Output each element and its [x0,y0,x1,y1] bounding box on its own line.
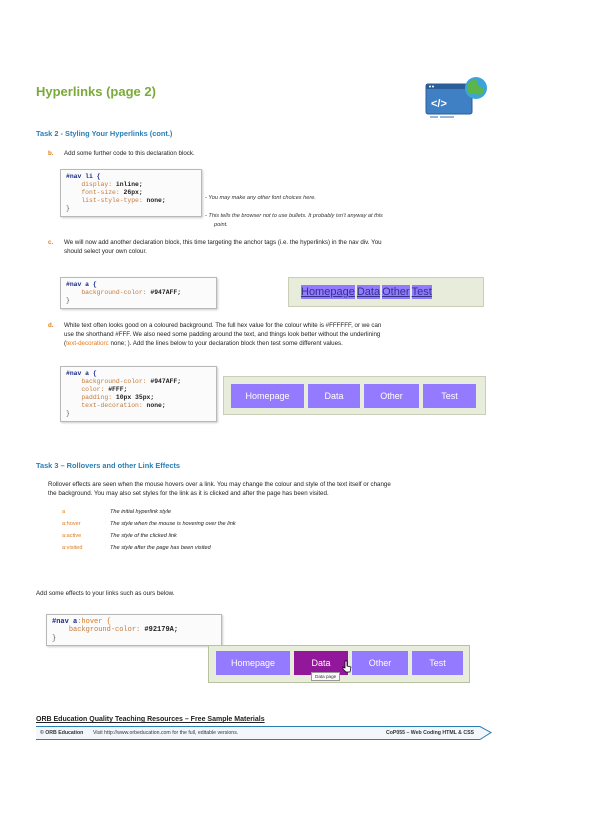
nav-button-data[interactable]: Data [308,384,360,408]
code-brace: { [102,618,111,626]
code-close: } [66,410,70,417]
code-icon [424,74,488,122]
code-val: none; [142,197,166,204]
nav-button-other[interactable]: Other [352,651,408,675]
code-prop: background-color: [68,626,141,635]
table-key: a:hover [62,521,81,527]
code-val: #947AFF; [146,289,182,296]
task3-para3: Add some effects to your links such as ours below. [36,590,175,597]
code-pseudo: :hover [77,618,103,626]
code-block-nav-a [60,277,217,309]
code-glyph: </> [431,98,447,110]
step-c-line2: should select your own colour. [64,248,147,255]
step-c-letter: c. [48,239,54,246]
task3-heading: Task 3 – Rollovers and other Link Effects [36,461,181,470]
code-block-nav-a-styled [60,366,217,422]
step-d-line2: use the shorthand #FFF. We also need some padding around the text, and things look better without the underlining [64,331,381,338]
nav-button-test[interactable]: Test [412,651,463,675]
code-close: } [66,205,70,212]
code-val: #92179A; [140,626,179,635]
code-prop: background-color: [81,378,147,385]
table-value: The style when the mouse is hovering over the link [110,521,236,527]
nav-button-homepage[interactable]: Homepage [231,384,304,408]
cursor-icon [342,660,352,678]
step-d-line1: White text often looks good on a coloured background. The full hex value for the colour white is #FFFFFF, or we can [64,322,382,329]
code-prop: background-color: [81,289,147,296]
task2-heading: Task 2 - Styling Your Hyperlinks (cont.) [36,129,173,138]
footer-copyright: © ORB Education [40,730,84,736]
note-font: - You may make any other font choices here. [205,195,316,201]
note-bullets: - This tells the browser not to use bullets. It probably isn’t anyway at this [205,213,383,219]
note-point: point. [214,222,228,228]
code-val: none; [142,402,166,409]
task3-para1: Rollover effects are seen when the mouse hovers over a link. You may change the colour and style of the text itself or change [48,481,391,488]
nav-links [289,278,483,306]
code-selector: #nav a { [66,281,97,288]
step-d-letter: d. [48,322,54,329]
code-prop: display: [81,181,113,188]
code-prop: font-size: [81,189,120,196]
code-block-nav-li [60,169,202,217]
task3-para2: the background. You may also set styles for the link as it is clicked and after the page has been visited. [48,490,329,497]
inline-code: text-decoration [66,340,107,347]
code-selector: #nav a [52,618,78,626]
footer-code: CoP055 – Web Coding HTML & CSS [386,730,475,736]
nav-link-other[interactable]: Other [382,286,410,298]
page-title: Hyperlinks (page 2) [36,84,156,99]
code-val: 10px 35px; [112,394,155,401]
step-d-line3 [64,339,343,348]
nav-button-data-hover[interactable]: Data [294,651,348,675]
table-value: The style after the page has been visited [110,545,211,551]
table-key: a:visited [62,545,83,551]
code-selector: #nav a { [66,370,97,377]
table-value: The initial hyperlink style [110,509,171,515]
step-c [48,238,578,258]
table-value: The style of the clicked link [110,533,177,539]
nav-button-other[interactable]: Other [364,384,419,408]
nav-link-homepage[interactable]: Homepage [301,286,355,298]
nav-button-test[interactable]: Test [423,384,476,408]
tooltip: Data page [311,672,340,681]
footer-bar [36,726,492,740]
step-d-line3-rest: : none; ). Add the lines below to your declaration block then test some different values. [107,340,343,347]
table-key: a [62,509,66,515]
code-close: } [66,297,70,304]
step-d [48,321,578,351]
step-c-line1: We will now add another declaration block, this time targeting the anchor tags (i.e. the hyperlinks) in the nav div. You [64,239,382,246]
nav-preview-basic [288,277,484,307]
paren: ( [64,340,67,347]
code-val: inline; [112,181,143,188]
step-b [48,149,568,159]
footer-title: ORB Education Quality Teaching Resources – Free Sample Materials [36,716,265,723]
code-block-nav-hover [46,614,222,646]
nav-link-test[interactable]: Test [411,286,432,298]
code-val: #FFF; [104,386,128,393]
code-selector: #nav li { [66,173,101,180]
table-key: a:active [62,533,82,539]
footer-visit: Visit http://www.orbeducation.com for the full, editable versions. [93,730,239,736]
nav-button-homepage[interactable]: Homepage [216,651,290,675]
code-prop: list-style-type: [81,197,143,204]
code-val: 26px; [119,189,143,196]
code-prop: color: [81,386,105,393]
step-b-text: Add some further code to this declaration block. [64,150,195,157]
nav-preview-styled [223,376,486,415]
code-prop: padding: [81,394,113,401]
step-b-letter: b. [48,150,54,157]
code-close: } [52,634,57,643]
pseudo-class-table [62,507,362,557]
code-val: #947AFF; [146,378,182,385]
nav-link-data[interactable]: Data [356,286,381,298]
code-prop: text-decoration: [81,402,143,409]
